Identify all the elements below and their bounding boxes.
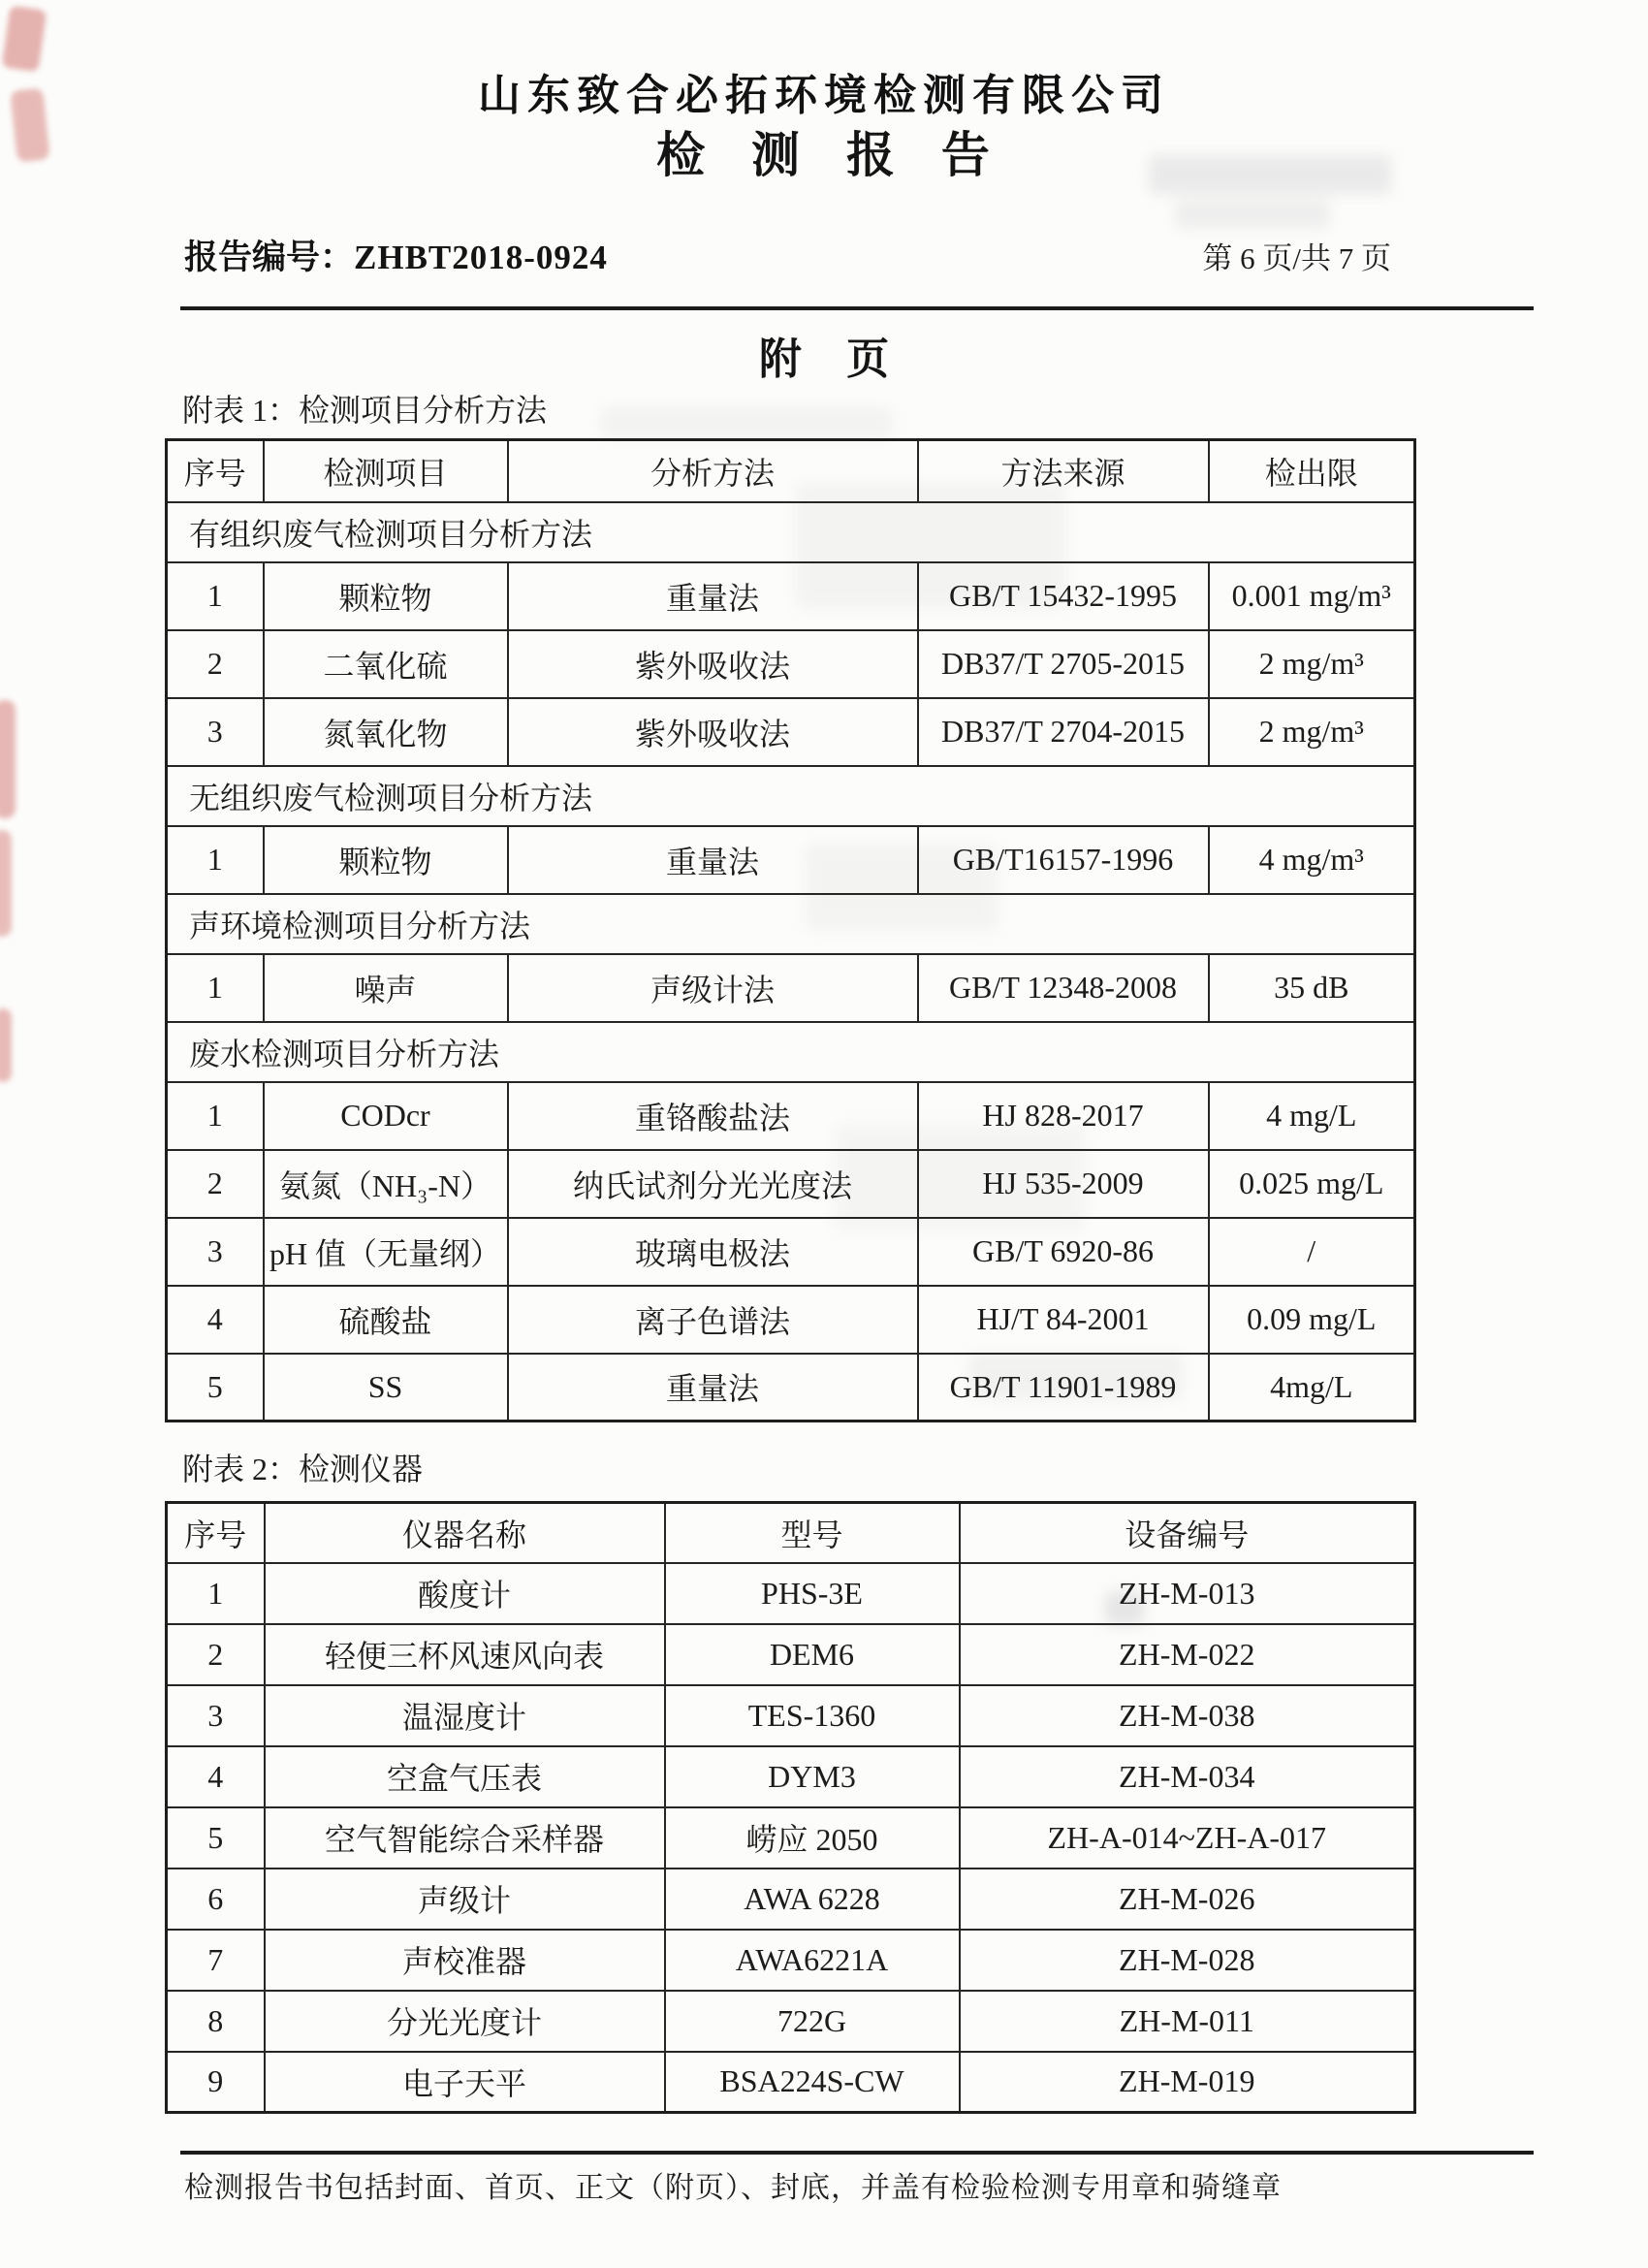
table1-data-row: [167, 1218, 1415, 1286]
column-header: 序号: [167, 1503, 265, 1563]
red-stamp-artifact: [0, 1008, 12, 1082]
cell: /: [1209, 1218, 1415, 1286]
table1-group-row: [167, 1022, 1415, 1082]
column-header: 设备编号: [960, 1503, 1415, 1563]
table2-data-row: [167, 1869, 1415, 1930]
cell: DB37/T 2704-2015: [918, 698, 1209, 766]
cell: 35 dB: [1209, 954, 1415, 1022]
cell: ZH-M-022: [960, 1624, 1415, 1685]
table1-body: [167, 502, 1415, 1421]
cell: ZH-M-034: [960, 1746, 1415, 1807]
table1-caption: 附表 1：检测项目分析方法: [182, 393, 548, 428]
cell: 重铬酸盐法: [508, 1082, 918, 1150]
table1-data-row: [167, 1286, 1415, 1354]
table1-group-row: [167, 766, 1415, 826]
cell: 崂应 2050: [665, 1807, 960, 1869]
report-number-label: 报告编号：: [184, 239, 355, 276]
cell: HJ/T 84-2001: [918, 1286, 1209, 1354]
cell: 紫外吸收法: [508, 630, 918, 698]
cell: 7: [167, 1930, 265, 1991]
table2-data-row: [167, 2052, 1415, 2113]
cell: 1: [167, 826, 264, 894]
cell: 0.025 mg/L: [1209, 1150, 1415, 1218]
cell: 重量法: [508, 826, 918, 894]
cell: AWA 6228: [665, 1869, 960, 1930]
cell: ZH-M-013: [960, 1563, 1415, 1624]
cell: 1: [167, 1082, 264, 1150]
group-label: 声环境检测项目分析方法: [167, 894, 1415, 954]
ghost-bleedthrough: [1175, 200, 1330, 229]
cell: 5: [167, 1354, 264, 1421]
cell: GB/T 11901-1989: [918, 1354, 1209, 1421]
cell: GB/T16157-1996: [918, 826, 1209, 894]
cell: 噪声: [264, 954, 508, 1022]
table1-data-row: [167, 1150, 1415, 1218]
table1-data-row: [167, 1082, 1415, 1150]
cell: 氮氧化物: [264, 698, 508, 766]
cell: GB/T 6920-86: [918, 1218, 1209, 1286]
cell: 声校准器: [265, 1930, 665, 1991]
table1-data-row: [167, 954, 1415, 1022]
cell: 声级计法: [508, 954, 918, 1022]
instruments-table: [165, 1501, 1416, 2114]
cell: 重量法: [508, 1354, 918, 1421]
cell: 5: [167, 1807, 265, 1869]
cell: 6: [167, 1869, 265, 1930]
analysis-methods-table: [165, 438, 1416, 1422]
table2-header: [167, 1503, 1415, 1563]
ghost-bleedthrough: [601, 407, 892, 438]
report-number-value: ZHBT2018-0924: [354, 239, 608, 276]
cell: 轻便三杯风速风向表: [265, 1624, 665, 1685]
column-header: 检出限: [1209, 440, 1415, 502]
table2-body: [167, 1563, 1415, 2113]
table2-header-row: [167, 1503, 1415, 1563]
cell: 4: [167, 1286, 264, 1354]
cell: GB/T 12348-2008: [918, 954, 1209, 1022]
cell: 二氧化硫: [264, 630, 508, 698]
cell: 温湿度计: [265, 1685, 665, 1746]
cell: 2: [167, 1150, 264, 1218]
cell: 颗粒物: [264, 562, 508, 630]
cell: 4 mg/m³: [1209, 826, 1415, 894]
cell: 4: [167, 1746, 265, 1807]
column-header: 方法来源: [918, 440, 1209, 502]
table1-data-row: [167, 630, 1415, 698]
cell: 离子色谱法: [508, 1286, 918, 1354]
table1-data-row: [167, 562, 1415, 630]
table2-caption: 附表 2：检测仪器: [182, 1452, 424, 1486]
cell: ZH-M-038: [960, 1685, 1415, 1746]
table1-group-row: [167, 502, 1415, 562]
table1-data-row: [167, 826, 1415, 894]
cell: 4 mg/L: [1209, 1082, 1415, 1150]
cell: 722G: [665, 1991, 960, 2052]
footer-rule: [180, 2151, 1534, 2155]
column-header: 检测项目: [264, 440, 508, 502]
table1-data-row: [167, 698, 1415, 766]
table2-data-row: [167, 1563, 1415, 1624]
cell: 颗粒物: [264, 826, 508, 894]
cell: 0.09 mg/L: [1209, 1286, 1415, 1354]
company-name: 山东致合必拓环境检测有限公司: [478, 72, 1170, 119]
cell: 酸度计: [265, 1563, 665, 1624]
table2-data-row: [167, 1807, 1415, 1869]
cell: 2 mg/m³: [1209, 630, 1415, 698]
table1-group-row: [167, 894, 1415, 954]
cell: 3: [167, 1685, 265, 1746]
table2-data-row: [167, 1991, 1415, 2052]
cell: ZH-A-014~ZH-A-017: [960, 1807, 1415, 1869]
cell: 4mg/L: [1209, 1354, 1415, 1421]
cell: AWA6221A: [665, 1930, 960, 1991]
cell: 声级计: [265, 1869, 665, 1930]
cell: 空盒气压表: [265, 1746, 665, 1807]
cell: 空气智能综合采样器: [265, 1807, 665, 1869]
cell: DYM3: [665, 1746, 960, 1807]
cell: ZH-M-028: [960, 1930, 1415, 1991]
column-header: 序号: [167, 440, 264, 502]
cell: pH 值（无量纲）: [264, 1218, 508, 1286]
page-indicator: 第 6 页/共 7 页: [1202, 241, 1391, 275]
group-label: 无组织废气检测项目分析方法: [167, 766, 1415, 826]
cell: PHS-3E: [665, 1563, 960, 1624]
cell: GB/T 15432-1995: [918, 562, 1209, 630]
cell: 1: [167, 562, 264, 630]
cell: ZH-M-019: [960, 2052, 1415, 2113]
column-header: 分析方法: [508, 440, 918, 502]
header-rule: [180, 306, 1534, 310]
report-title: 检 测 报 告: [656, 128, 992, 182]
red-stamp-artifact: [0, 830, 12, 937]
group-label: 有组织废气检测项目分析方法: [167, 502, 1415, 562]
cell: 3: [167, 698, 264, 766]
cell: DB37/T 2705-2015: [918, 630, 1209, 698]
cell: ZH-M-026: [960, 1869, 1415, 1930]
cell: 2: [167, 630, 264, 698]
cell: TES-1360: [665, 1685, 960, 1746]
table2-data-row: [167, 1930, 1415, 1991]
cell: 2: [167, 1624, 265, 1685]
cell: 紫外吸收法: [508, 698, 918, 766]
cell: 硫酸盐: [264, 1286, 508, 1354]
report-meta: [184, 231, 1391, 279]
footer-note: 检测报告书包括封面、首页、正文（附页）、封底，并盖有检验检测专用章和骑缝章: [184, 2172, 1282, 2204]
cell: 纳氏试剂分光光度法: [508, 1150, 918, 1218]
cell: 1: [167, 954, 264, 1022]
cell: CODcr: [264, 1082, 508, 1150]
cell: BSA224S-CW: [665, 2052, 960, 2113]
cell: 氨氮（NH₃-N）: [264, 1150, 508, 1218]
group-label: 废水检测项目分析方法: [167, 1022, 1415, 1082]
cell: 玻璃电极法: [508, 1218, 918, 1286]
cell: 重量法: [508, 562, 918, 630]
table2-data-row: [167, 1685, 1415, 1746]
cell: HJ 535-2009: [918, 1150, 1209, 1218]
column-header: 型号: [665, 1503, 960, 1563]
cell: ZH-M-011: [960, 1991, 1415, 2052]
table1-header: [167, 440, 1415, 502]
cell: HJ 828-2017: [918, 1082, 1209, 1150]
cell: 0.001 mg/m³: [1209, 562, 1415, 630]
appendix-page-title: 附 页: [758, 335, 890, 383]
cell: SS: [264, 1354, 508, 1421]
cell: 9: [167, 2052, 265, 2113]
cell: 8: [167, 1991, 265, 2052]
report-number: [184, 231, 608, 279]
cell: 电子天平: [265, 2052, 665, 2113]
table1-header-row: [167, 440, 1415, 502]
table1-data-row: [167, 1354, 1415, 1421]
cell: 分光光度计: [265, 1991, 665, 2052]
cell: 1: [167, 1563, 265, 1624]
table2-data-row: [167, 1746, 1415, 1807]
table2-data-row: [167, 1624, 1415, 1685]
cell: 2 mg/m³: [1209, 698, 1415, 766]
red-stamp-artifact: [0, 700, 16, 818]
cell: 3: [167, 1218, 264, 1286]
column-header: 仪器名称: [265, 1503, 665, 1563]
cell: DEM6: [665, 1624, 960, 1685]
